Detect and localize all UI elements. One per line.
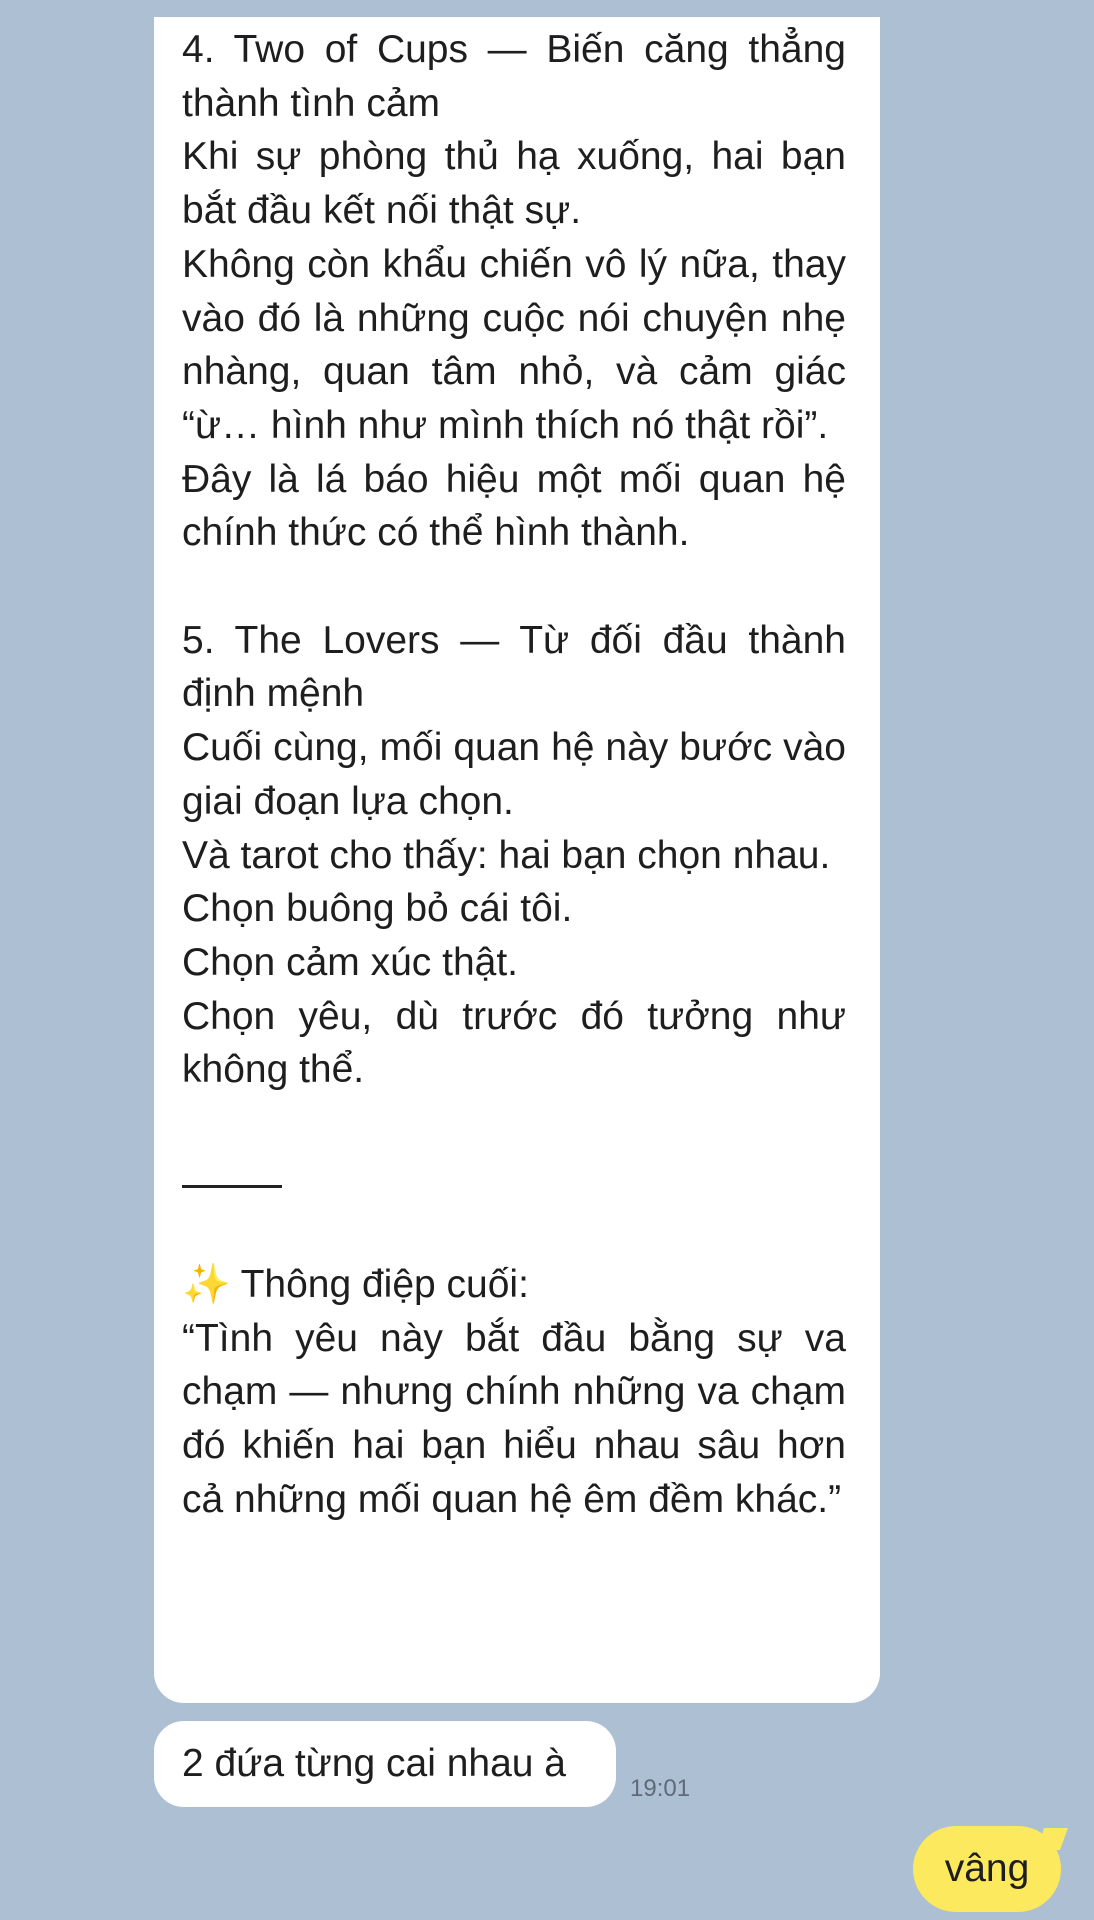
card5-paragraph-1: Cuối cùng, mối quan hệ này bước vào giai đoạn lựa chọn.: [182, 726, 846, 823]
divider-line: [182, 1185, 282, 1188]
card4-paragraph-1: Khi sự phòng thủ hạ xuống, hai bạn bắt đầu kết nối thật sự.: [182, 135, 846, 233]
card5-title: 5. The Lovers — Từ đối đầu thành định mệnh: [182, 618, 846, 716]
divider-section: [182, 1097, 846, 1258]
card5-paragraph-2: Và tarot cho thấy: hai bạn chọn nhau.: [182, 833, 831, 877]
blank-line: [182, 560, 846, 614]
sent-message-bubble[interactable]: [913, 1826, 1061, 1912]
received-message-bubble-short[interactable]: [154, 1721, 616, 1807]
final-heading-text: Thông điệp cuối:: [240, 1263, 529, 1307]
card5-paragraph-3: Chọn buông bỏ cái tôi.: [182, 887, 573, 931]
card5-paragraph-5: Chọn yêu, dù trước đó tưởng như không thể.: [182, 994, 846, 1092]
card4-paragraph-3: Đây là lá báo hiệu một mối quan hệ chính thức có thể hình thành.: [182, 457, 846, 555]
received-message-text: 2 đứa từng cai nhau à: [182, 1742, 566, 1785]
received-message-bubble[interactable]: [154, 17, 880, 1703]
final-message-heading: [182, 1258, 846, 1312]
sent-message-text: vâng: [944, 1847, 1030, 1890]
message-timestamp: 19:01: [630, 1775, 691, 1802]
final-quote: “Tình yêu này bắt đầu bằng sự va chạm — nhưng chính những va chạm đó khiến hai bạn hiểu nhau sâu hơn cả những mối quan hệ êm đềm khác.”: [182, 1316, 846, 1521]
card5-paragraph-4: Chọn cảm xúc thật.: [182, 940, 518, 984]
sparkles-icon: ✨: [182, 1263, 231, 1307]
card4-title: 4. Two of Cups — Biến căng thẳng thành tình cảm: [182, 28, 846, 125]
card4-paragraph-2: Không còn khẩu chiến vô lý nữa, thay vào đó là những cuộc nói chuyện nhẹ nhàng, quan tâm nhỏ, và cảm giác “ừ… hình như mình thích nó thật rồi”.: [182, 242, 846, 447]
